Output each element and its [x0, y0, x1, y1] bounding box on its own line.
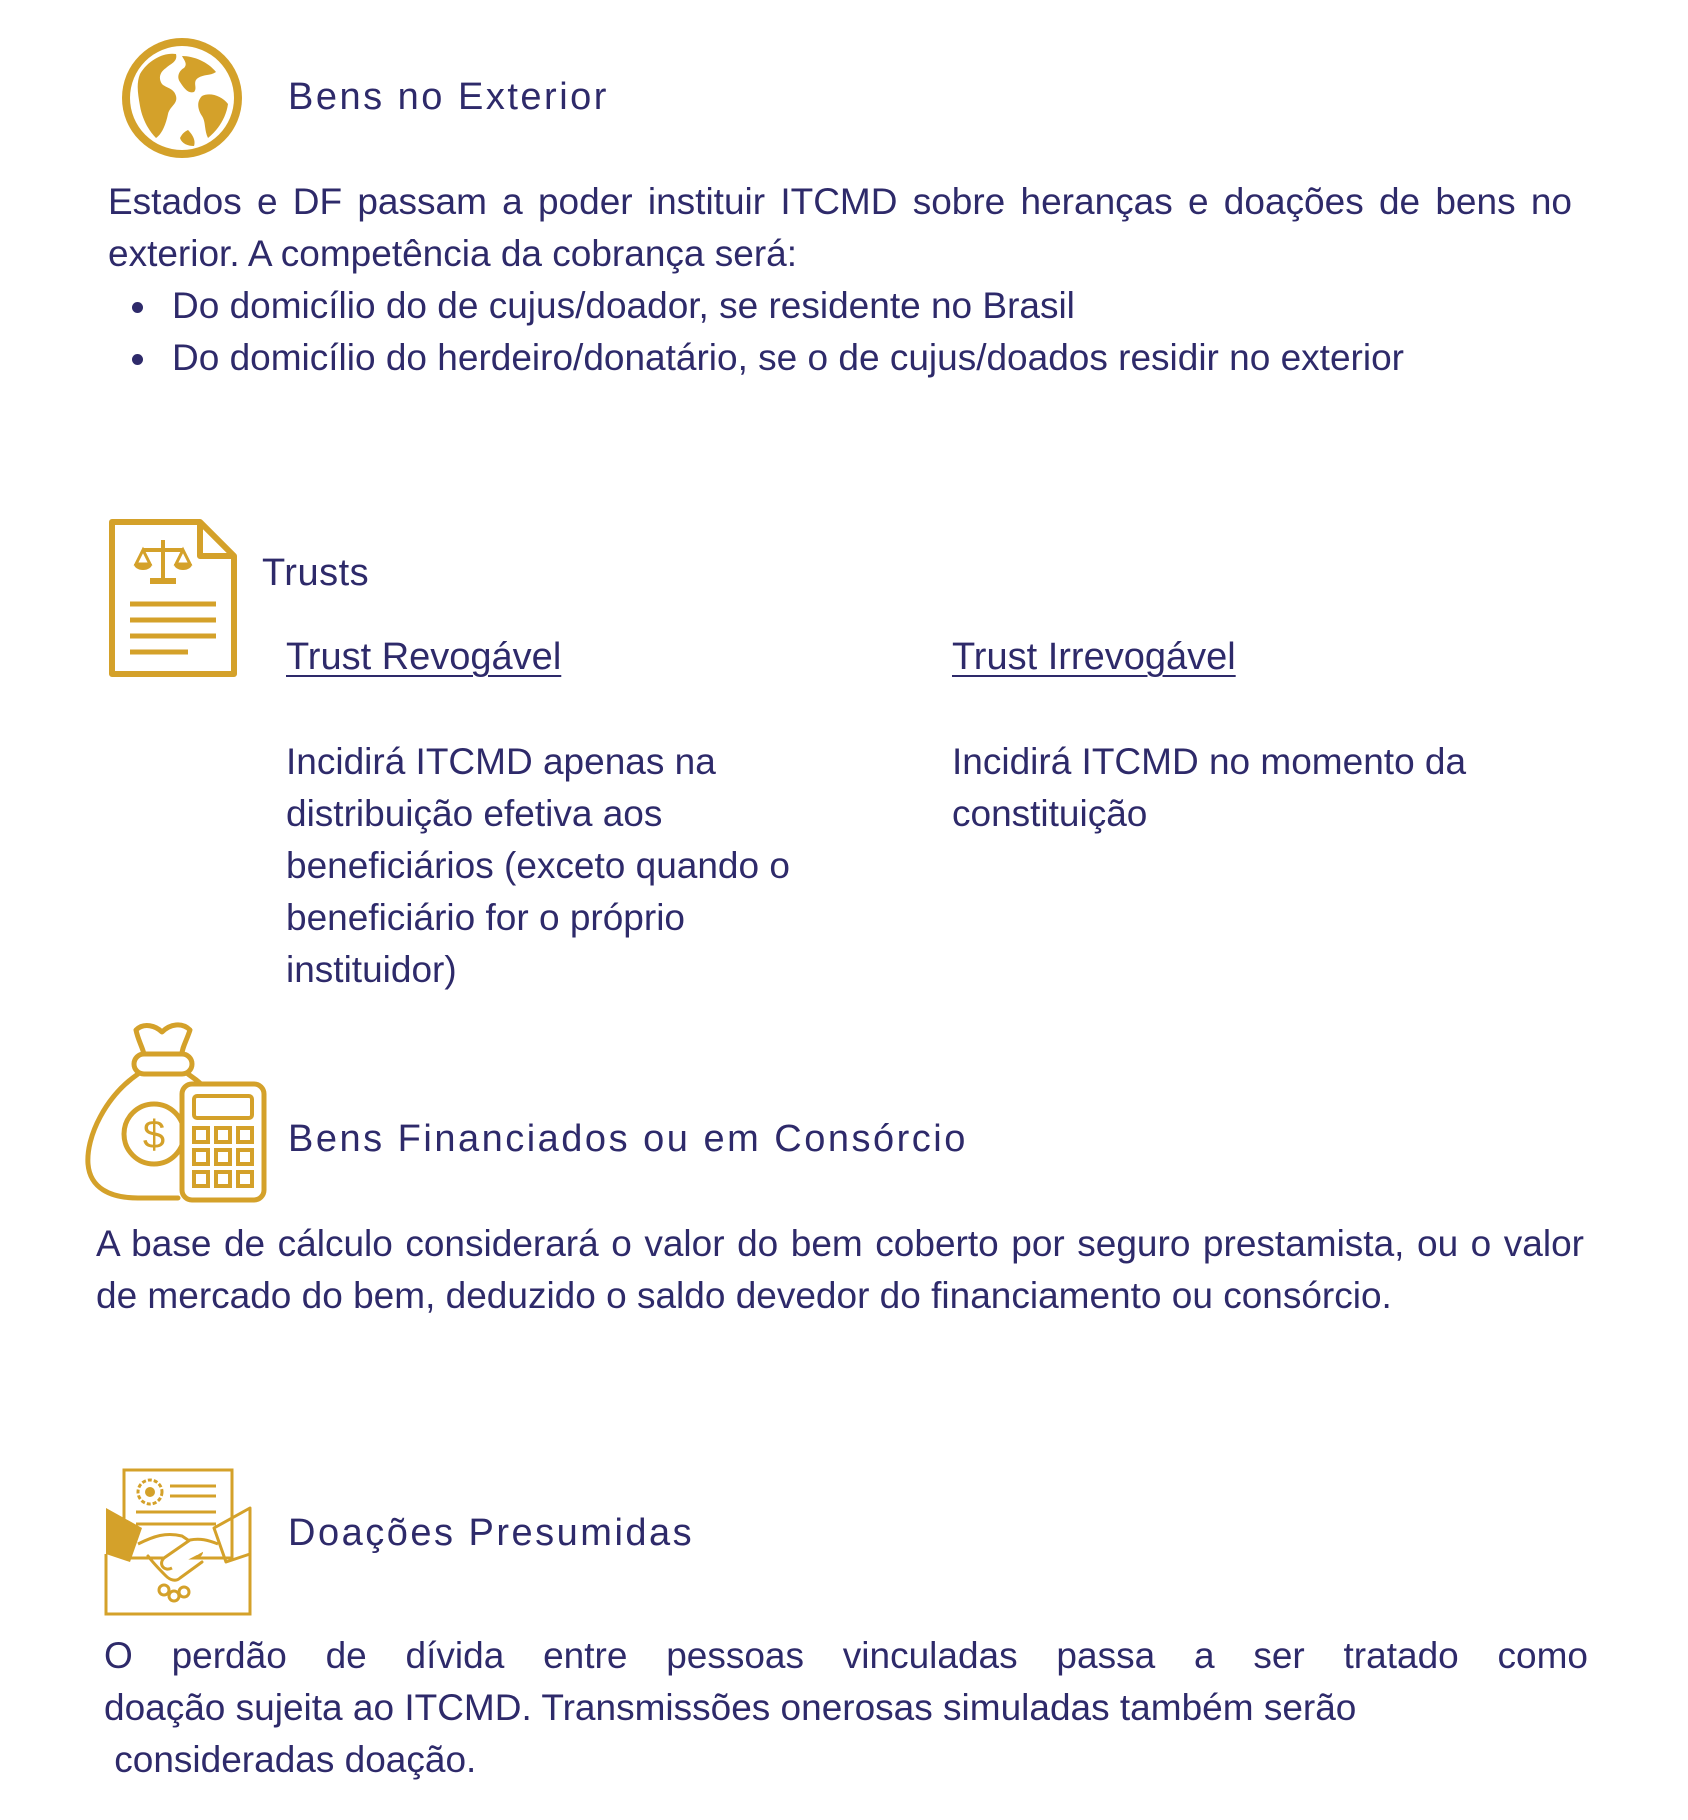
financed-text: A base de cálculo considerará o valor do bem coberto por seguro prestamista, ou o valor de mercado do bem, deduzido o saldo devedor do financiamento ou consórcio. — [96, 1223, 1584, 1316]
section-title-trusts: Trusts — [262, 552, 370, 594]
trust-irrevocable-text: Incidirá ITCMD no momento da constituição — [952, 741, 1467, 834]
trust-irrevocable-title: Trust Irrevogável — [952, 636, 1236, 678]
legal-document-icon — [108, 518, 238, 678]
presumed-line-2: doação sujeita ao ITCMD. Transmissões onerosas simuladas também serão — [104, 1687, 1357, 1728]
list-item: Do domicílio do de cujus/doador, se residente no Brasil — [108, 280, 1572, 332]
trust-revocable-title: Trust Revogável — [286, 636, 562, 678]
section-title-financed: Bens Financiados ou em Consórcio — [288, 1118, 968, 1160]
section-title-presumed: Doações Presumidas — [288, 1512, 695, 1554]
trust-revocable-text: Incidirá ITCMD apenas na distribuição efetiva aos beneficiários (exceto quando o beneficiário for o próprio instituidor) — [286, 741, 790, 990]
list-item: Do domicílio do herdeiro/donatário, se o de cujus/doados residir no exterior — [108, 332, 1572, 384]
presumed-text — [104, 1630, 1588, 1786]
handshake-contract-icon — [104, 1466, 252, 1616]
svg-text:$: $ — [142, 1113, 166, 1157]
exterior-bullet-list — [108, 280, 1572, 384]
presumed-line-3: consideradas doação. — [104, 1739, 477, 1780]
section-title-exterior: Bens no Exterior — [288, 76, 609, 118]
money-bag-calculator-icon — [82, 1018, 268, 1204]
exterior-intro: Estados e DF passam a poder instituir ITCMD sobre heranças e doações de bens no exterior. A competência da cobrança será: — [108, 181, 1572, 274]
presumed-line-1: O perdão de dívida entre pessoas vinculadas passa a ser tratado como — [104, 1635, 1588, 1676]
globe-icon — [118, 34, 246, 162]
